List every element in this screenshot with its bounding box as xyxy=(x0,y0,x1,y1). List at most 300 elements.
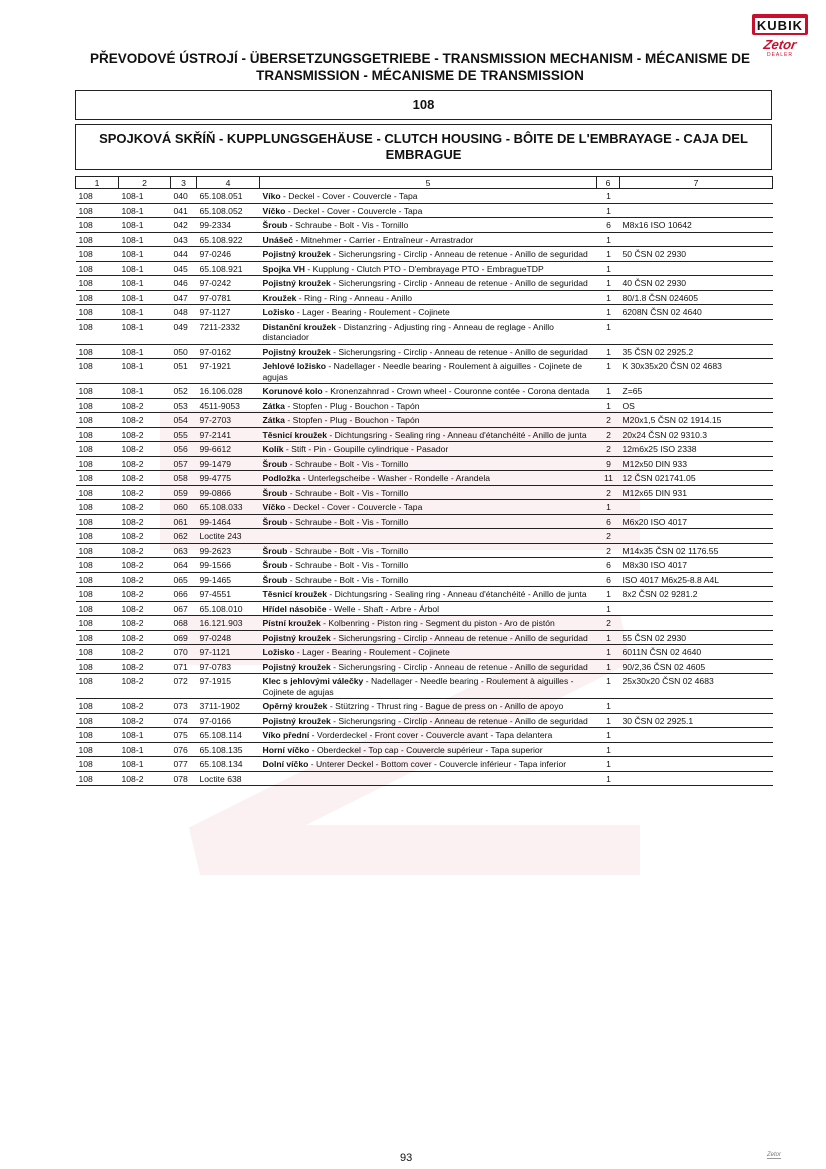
part-number-cell: 65.108.921 xyxy=(197,261,260,276)
group-cell: 108 xyxy=(76,290,119,305)
group-cell: 108 xyxy=(76,413,119,428)
position-cell: 066 xyxy=(171,587,197,602)
specification-cell xyxy=(620,232,773,247)
part-number-cell: Loctite 638 xyxy=(197,771,260,786)
subgroup-cell: 108-1 xyxy=(119,757,171,772)
part-name: Šroub xyxy=(262,545,288,556)
position-cell: 057 xyxy=(171,456,197,471)
part-number-cell: 97-0783 xyxy=(197,659,260,674)
part-name: Pojistný kroužek xyxy=(262,715,331,726)
part-number-cell: 97-0242 xyxy=(197,276,260,291)
group-cell: 108 xyxy=(76,558,119,573)
table-row xyxy=(76,456,773,471)
position-cell: 055 xyxy=(171,427,197,442)
part-translations: - Stopfen - Plug - Bouchon - Tapón xyxy=(284,400,420,411)
quantity-cell: 1 xyxy=(597,630,620,645)
description-cell xyxy=(260,232,597,247)
column-header-3: 3 xyxy=(171,177,197,189)
subgroup-cell: 108-2 xyxy=(119,645,171,660)
subgroup-cell: 108-2 xyxy=(119,630,171,645)
position-cell: 064 xyxy=(171,558,197,573)
table-row xyxy=(76,485,773,500)
position-cell: 069 xyxy=(171,630,197,645)
part-number-cell: 99-6612 xyxy=(197,442,260,457)
part-number-cell: 97-0781 xyxy=(197,290,260,305)
description-cell xyxy=(260,500,597,515)
subgroup-cell: 108-1 xyxy=(119,232,171,247)
description-cell xyxy=(260,359,597,384)
group-cell: 108 xyxy=(76,674,119,699)
part-name: Kroužek xyxy=(262,292,297,303)
specification-cell: 12m6x25 ISO 2338 xyxy=(620,442,773,457)
table-row xyxy=(76,572,773,587)
position-cell: 046 xyxy=(171,276,197,291)
position-cell: 060 xyxy=(171,500,197,515)
specification-cell: 25x30x20 ČSN 02 4683 xyxy=(620,674,773,699)
table-row xyxy=(76,500,773,515)
part-translations: - Sicherungsring - Circlip - Anneau de retenue - Anillo de seguridad xyxy=(330,278,588,288)
part-translations: - Schraube - Bolt - Vis - Tornillo xyxy=(287,458,409,469)
part-translations: - Sicherungsring - Circlip - Anneau de retenue - Anillo de seguridad xyxy=(330,632,588,643)
specification-cell xyxy=(620,771,773,786)
part-number-cell: 65.108.010 xyxy=(197,601,260,616)
specification-cell: Z=65 xyxy=(620,384,773,399)
table-row xyxy=(76,427,773,442)
position-cell: 072 xyxy=(171,674,197,699)
group-cell: 108 xyxy=(76,203,119,218)
table-row xyxy=(76,699,773,714)
quantity-cell: 1 xyxy=(597,359,620,384)
subgroup-cell: 108-2 xyxy=(119,601,171,616)
part-translations: - Stift - Pin - Goupille cylindrique - Pasador xyxy=(283,444,449,454)
position-cell: 051 xyxy=(171,359,197,384)
specification-cell: 90/2,36 ČSN 02 4605 xyxy=(620,659,773,674)
quantity-cell: 1 xyxy=(597,757,620,772)
group-cell: 108 xyxy=(76,616,119,631)
part-number-cell: 99-1479 xyxy=(197,456,260,471)
specification-cell: M12x65 DIN 931 xyxy=(620,485,773,500)
position-cell: 076 xyxy=(171,742,197,757)
description-cell xyxy=(260,728,597,743)
subgroup-cell: 108-2 xyxy=(119,713,171,728)
table-row xyxy=(76,471,773,486)
column-header-2: 2 xyxy=(119,177,171,189)
table-row xyxy=(76,674,773,699)
group-cell: 108 xyxy=(76,757,119,772)
quantity-cell: 1 xyxy=(597,319,620,344)
table-row xyxy=(76,442,773,457)
part-number-cell: 7211-2332 xyxy=(197,319,260,344)
table-row xyxy=(76,305,773,320)
subgroup-cell: 108-2 xyxy=(119,500,171,515)
group-cell: 108 xyxy=(76,645,119,660)
specification-cell xyxy=(620,728,773,743)
part-translations: - Stützring - Thrust ring - Bague de press on - Anillo de apoyo xyxy=(327,701,564,711)
description-cell xyxy=(260,616,597,631)
part-translations: - Lager - Bearing - Roulement - Cojinete xyxy=(294,307,450,317)
subgroup-cell: 108-1 xyxy=(119,218,171,233)
specification-cell: M8x30 ISO 4017 xyxy=(620,558,773,573)
position-cell: 078 xyxy=(171,771,197,786)
group-cell: 108 xyxy=(76,384,119,399)
specification-cell: 40 ČSN 02 2930 xyxy=(620,276,773,291)
group-cell: 108 xyxy=(76,456,119,471)
description-cell xyxy=(260,630,597,645)
position-cell: 042 xyxy=(171,218,197,233)
table-row xyxy=(76,359,773,384)
parts-table xyxy=(75,176,773,786)
group-cell: 108 xyxy=(76,572,119,587)
part-translations: - Sicherungsring - Circlip - Anneau de retenue - Anillo de seguridad xyxy=(330,661,588,672)
group-cell: 108 xyxy=(76,587,119,602)
quantity-cell: 6 xyxy=(597,218,620,233)
part-number-cell: 97-2141 xyxy=(197,427,260,442)
description-cell xyxy=(260,344,597,359)
specification-cell xyxy=(620,319,773,344)
description-cell xyxy=(260,247,597,262)
part-name: Šroub xyxy=(262,560,288,570)
part-number-cell: 97-1121 xyxy=(197,645,260,660)
description-cell xyxy=(260,558,597,573)
part-number-cell: 99-2623 xyxy=(197,543,260,558)
part-number-cell: 65.108.134 xyxy=(197,757,260,772)
part-translations: - Sicherungsring - Circlip - Anneau de retenue - Anillo de seguridad xyxy=(330,346,588,357)
part-name: Pojistný kroužek xyxy=(262,249,331,259)
specification-cell: M8x16 ISO 10642 xyxy=(620,218,773,233)
part-number-cell: 97-2703 xyxy=(197,413,260,428)
quantity-cell: 1 xyxy=(597,232,620,247)
part-name: Dolní víčko xyxy=(262,759,309,769)
part-name: Kolík xyxy=(262,444,284,454)
subgroup-cell: 108-1 xyxy=(119,247,171,262)
part-translations: - Sicherungsring - Circlip - Anneau de retenue - Anillo de seguridad xyxy=(330,249,588,259)
position-cell: 061 xyxy=(171,514,197,529)
part-number-cell: 97-0166 xyxy=(197,713,260,728)
group-cell: 108 xyxy=(76,427,119,442)
part-name: Pojistný kroužek xyxy=(262,632,331,643)
specification-cell xyxy=(620,203,773,218)
part-translations: - Deckel - Cover - Couvercle - Tapa xyxy=(285,502,423,512)
table-row xyxy=(76,261,773,276)
specification-cell xyxy=(620,601,773,616)
part-number-cell: 99-4775 xyxy=(197,471,260,486)
position-cell: 052 xyxy=(171,384,197,399)
quantity-cell: 1 xyxy=(597,713,620,728)
specification-cell: 55 ČSN 02 2930 xyxy=(620,630,773,645)
position-cell: 070 xyxy=(171,645,197,660)
quantity-cell: 1 xyxy=(597,261,620,276)
part-number-cell: 97-0162 xyxy=(197,344,260,359)
table-row xyxy=(76,529,773,544)
quantity-cell: 1 xyxy=(597,601,620,616)
quantity-cell: 2 xyxy=(597,543,620,558)
page-heading: PŘEVODOVÉ ÚSTROJÍ - ÜBERSETZUNGSGETRIEBE - TRANSMISSION MECHANISM - MÉCANISME DE TRANSMISSION - MÉCANISME DE TRANSMISSION xyxy=(89,51,751,83)
part-translations: - Vorderdeckel - Front cover - Couvercle avant - Tapa delantera xyxy=(309,730,553,740)
specification-cell xyxy=(620,699,773,714)
table-row xyxy=(76,232,773,247)
quantity-cell: 1 xyxy=(597,305,620,320)
table-header-row xyxy=(76,177,773,189)
part-translations: - Schraube - Bolt - Vis - Tornillo xyxy=(287,220,409,230)
part-translations: - Schraube - Bolt - Vis - Tornillo xyxy=(287,545,409,556)
part-name: Šroub xyxy=(262,220,288,230)
part-name: Šroub xyxy=(262,516,288,527)
subgroup-cell: 108-1 xyxy=(119,276,171,291)
description-cell xyxy=(260,319,597,344)
position-cell: 074 xyxy=(171,713,197,728)
description-cell xyxy=(260,413,597,428)
quantity-cell: 1 xyxy=(597,276,620,291)
part-translations: - Stopfen - Plug - Bouchon - Tapón xyxy=(284,415,420,425)
specification-cell xyxy=(620,742,773,757)
table-row xyxy=(76,616,773,631)
specification-cell xyxy=(620,500,773,515)
part-number-cell: 65.108.922 xyxy=(197,232,260,247)
description-cell xyxy=(260,261,597,276)
specification-cell: 6208N ČSN 02 4640 xyxy=(620,305,773,320)
part-number-cell: 97-1921 xyxy=(197,359,260,384)
quantity-cell: 2 xyxy=(597,442,620,457)
part-number-cell: 16.106.028 xyxy=(197,384,260,399)
table-row xyxy=(76,276,773,291)
quantity-cell: 2 xyxy=(597,413,620,428)
table-row xyxy=(76,742,773,757)
subgroup-cell: 108-2 xyxy=(119,529,171,544)
group-cell: 108 xyxy=(76,189,119,204)
part-name: Pístní kroužek xyxy=(262,618,321,628)
subgroup-cell: 108-2 xyxy=(119,587,171,602)
position-cell: 045 xyxy=(171,261,197,276)
position-cell: 043 xyxy=(171,232,197,247)
parts-table-body xyxy=(76,189,773,786)
description-cell xyxy=(260,529,597,544)
part-name: Víčko xyxy=(262,205,286,216)
description-cell xyxy=(260,276,597,291)
part-translations: - Kupplung - Clutch PTO - D'embrayage PTO - EmbragueTDP xyxy=(305,263,544,274)
quantity-cell: 2 xyxy=(597,485,620,500)
table-row xyxy=(76,543,773,558)
position-cell: 059 xyxy=(171,485,197,500)
quantity-cell: 1 xyxy=(597,587,620,602)
quantity-cell: 1 xyxy=(597,290,620,305)
table-row xyxy=(76,319,773,344)
group-cell: 108 xyxy=(76,601,119,616)
group-cell: 108 xyxy=(76,699,119,714)
group-cell: 108 xyxy=(76,728,119,743)
group-cell: 108 xyxy=(76,398,119,413)
subgroup-cell: 108-1 xyxy=(119,261,171,276)
part-name: Klec s jehlovými válečky xyxy=(262,676,364,686)
group-cell: 108 xyxy=(76,529,119,544)
column-header-7: 7 xyxy=(620,177,773,189)
position-cell: 077 xyxy=(171,757,197,772)
group-number: 108 xyxy=(75,90,772,120)
part-number-cell: 65.108.135 xyxy=(197,742,260,757)
group-cell: 108 xyxy=(76,471,119,486)
subgroup-cell: 108-2 xyxy=(119,456,171,471)
group-title: SPOJKOVÁ SKŘÍŇ - KUPPLUNGSGEHÄUSE - CLUTCH HOUSING - BÔITE DE L'EMBRAYAGE - CAJA DEL EMBRAGUE xyxy=(75,124,772,170)
part-number-cell: 65.108.052 xyxy=(197,203,260,218)
quantity-cell: 1 xyxy=(597,344,620,359)
part-name: Hřídel násobiče xyxy=(262,603,327,614)
quantity-cell: 2 xyxy=(597,427,620,442)
table-row xyxy=(76,587,773,602)
description-cell xyxy=(260,587,597,602)
part-translations: - Schraube - Bolt - Vis - Tornillo xyxy=(287,560,409,570)
subgroup-cell: 108-1 xyxy=(119,344,171,359)
zetor-logo: Zetor xyxy=(762,37,798,52)
quantity-cell: 2 xyxy=(597,529,620,544)
group-cell: 108 xyxy=(76,247,119,262)
quantity-cell: 2 xyxy=(597,616,620,631)
subgroup-cell: 108-1 xyxy=(119,189,171,204)
specification-cell: M12x50 DIN 933 xyxy=(620,456,773,471)
group-cell: 108 xyxy=(76,319,119,344)
part-number-cell: 65.108.114 xyxy=(197,728,260,743)
quantity-cell: 1 xyxy=(597,659,620,674)
description-cell xyxy=(260,645,597,660)
description-cell xyxy=(260,456,597,471)
specification-cell xyxy=(620,616,773,631)
quantity-cell: 1 xyxy=(597,398,620,413)
description-cell xyxy=(260,305,597,320)
description-cell xyxy=(260,713,597,728)
part-number-cell: 99-1464 xyxy=(197,514,260,529)
specification-cell: M6x20 ISO 4017 xyxy=(620,514,773,529)
part-name: Těsnicí kroužek xyxy=(262,429,327,440)
part-translations: - Mitnehmer - Carrier - Entraîneur - Arrastrador xyxy=(293,234,474,245)
subgroup-cell: 108-1 xyxy=(119,728,171,743)
description-cell xyxy=(260,290,597,305)
specification-cell xyxy=(620,189,773,204)
part-translations: - Schraube - Bolt - Vis - Tornillo xyxy=(287,574,409,585)
part-number-cell: 97-4551 xyxy=(197,587,260,602)
column-header-6: 6 xyxy=(597,177,620,189)
page-number: 93 xyxy=(400,1152,413,1164)
part-number-cell: 97-1915 xyxy=(197,674,260,699)
part-translations: - Schraube - Bolt - Vis - Tornillo xyxy=(287,487,409,498)
position-cell: 065 xyxy=(171,572,197,587)
part-name: Jehlové ložisko xyxy=(262,361,327,371)
part-name: Distanční kroužek xyxy=(262,321,337,332)
quantity-cell: 1 xyxy=(597,384,620,399)
description-cell xyxy=(260,572,597,587)
subgroup-cell: 108-2 xyxy=(119,771,171,786)
position-cell: 041 xyxy=(171,203,197,218)
specification-cell xyxy=(620,261,773,276)
quantity-cell: 6 xyxy=(597,572,620,587)
subgroup-cell: 108-2 xyxy=(119,413,171,428)
subgroup-cell: 108-2 xyxy=(119,572,171,587)
position-cell: 056 xyxy=(171,442,197,457)
part-name: Šroub xyxy=(262,574,288,585)
table-row xyxy=(76,203,773,218)
subgroup-cell: 108-2 xyxy=(119,558,171,573)
column-header-5: 5 xyxy=(260,177,597,189)
specification-cell: K 30x35x20 ČSN 02 4683 xyxy=(620,359,773,384)
part-name: Opěrný kroužek xyxy=(262,701,328,711)
quantity-cell: 9 xyxy=(597,456,620,471)
subgroup-cell: 108-1 xyxy=(119,359,171,384)
table-row xyxy=(76,189,773,204)
part-number-cell: Loctite 243 xyxy=(197,529,260,544)
part-translations: - Distanzring - Adjusting ring - Anneau de reglage - Anillo distanciador xyxy=(262,321,554,342)
quantity-cell: 1 xyxy=(597,742,620,757)
group-cell: 108 xyxy=(76,359,119,384)
specification-cell: 30 ČSN 02 2925.1 xyxy=(620,713,773,728)
position-cell: 048 xyxy=(171,305,197,320)
specification-cell xyxy=(620,757,773,772)
part-name: Zátka xyxy=(262,400,285,411)
subgroup-cell: 108-2 xyxy=(119,616,171,631)
group-cell: 108 xyxy=(76,771,119,786)
part-name: Pojistný kroužek xyxy=(262,661,331,672)
description-cell xyxy=(260,485,597,500)
group-cell: 108 xyxy=(76,543,119,558)
part-translations: - Welle - Shaft - Arbre - Árbol xyxy=(326,603,440,614)
column-header-4: 4 xyxy=(197,177,260,189)
quantity-cell: 1 xyxy=(597,674,620,699)
quantity-cell: 1 xyxy=(597,247,620,262)
subgroup-cell: 108-2 xyxy=(119,659,171,674)
subgroup-cell: 108-2 xyxy=(119,471,171,486)
position-cell: 058 xyxy=(171,471,197,486)
description-cell xyxy=(260,384,597,399)
subgroup-cell: 108-2 xyxy=(119,514,171,529)
quantity-cell: 6 xyxy=(597,558,620,573)
part-translations: - Oberdeckel - Top cap - Couvercle supérieur - Tapa superior xyxy=(309,744,543,755)
position-cell: 044 xyxy=(171,247,197,262)
part-number-cell: 99-1566 xyxy=(197,558,260,573)
description-cell xyxy=(260,427,597,442)
specification-cell: M20x1,5 ČSN 02 1914.15 xyxy=(620,413,773,428)
quantity-cell: 1 xyxy=(597,728,620,743)
group-cell: 108 xyxy=(76,218,119,233)
position-cell: 050 xyxy=(171,344,197,359)
table-row xyxy=(76,771,773,786)
group-cell: 108 xyxy=(76,485,119,500)
description-cell xyxy=(260,514,597,529)
position-cell: 068 xyxy=(171,616,197,631)
part-translations: - Sicherungsring - Circlip - Anneau de retenue - Anillo de seguridad xyxy=(330,715,588,726)
subgroup-cell: 108-1 xyxy=(119,290,171,305)
part-number-cell: 99-0866 xyxy=(197,485,260,500)
quantity-cell: 1 xyxy=(597,189,620,204)
position-cell: 075 xyxy=(171,728,197,743)
quantity-cell: 1 xyxy=(597,771,620,786)
specification-cell: 80/1.8 ČSN 024605 xyxy=(620,290,773,305)
description-cell xyxy=(260,471,597,486)
table-row xyxy=(76,630,773,645)
table-row xyxy=(76,398,773,413)
group-cell: 108 xyxy=(76,261,119,276)
position-cell: 049 xyxy=(171,319,197,344)
part-name: Šroub xyxy=(262,458,288,469)
group-cell: 108 xyxy=(76,305,119,320)
quantity-cell: 1 xyxy=(597,500,620,515)
part-name: Podložka xyxy=(262,473,301,483)
position-cell: 053 xyxy=(171,398,197,413)
description-cell xyxy=(260,699,597,714)
part-translations: - Nadellager - Needle bearing - Roulement à aiguilles - Cojinete de agujas xyxy=(262,676,574,697)
description-cell xyxy=(260,189,597,204)
subgroup-cell: 108-1 xyxy=(119,384,171,399)
quantity-cell: 1 xyxy=(597,203,620,218)
specification-cell: 12 ČSN 021741.05 xyxy=(620,471,773,486)
quantity-cell: 1 xyxy=(597,699,620,714)
kubik-logo: KUBIK xyxy=(752,14,808,35)
description-cell xyxy=(260,757,597,772)
